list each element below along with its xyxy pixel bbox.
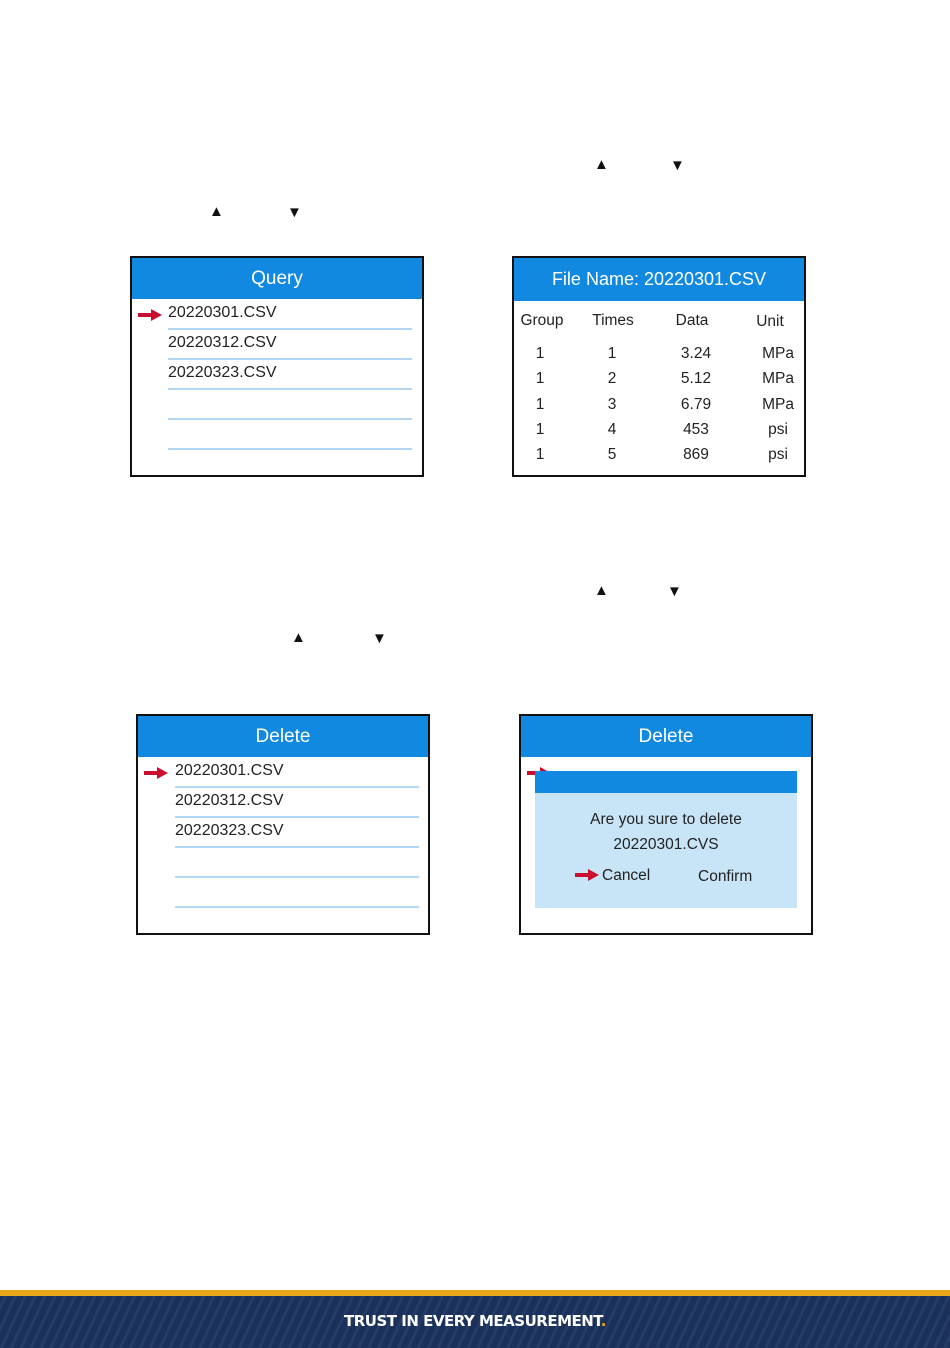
table-cell: 4 (607, 421, 617, 438)
footer-stripe (0, 1290, 950, 1296)
file-list-item[interactable] (168, 300, 412, 330)
up-key-icon: ▲ (594, 582, 609, 599)
down-key-icon: ▼ (670, 157, 685, 174)
column-header: Group (520, 312, 564, 329)
table-cell: 1 (535, 370, 545, 387)
file-contents-screen (512, 256, 806, 477)
down-key-icon: ▼ (372, 630, 387, 647)
file-list-item[interactable] (175, 848, 419, 878)
table-cell: 2 (607, 370, 617, 387)
file-list-item[interactable] (175, 878, 419, 908)
data-table (514, 312, 804, 472)
up-key-icon: ▲ (291, 629, 306, 646)
slogan-dot: . (600, 1312, 606, 1330)
column-header: Data (675, 312, 709, 329)
file-list-item[interactable] (175, 758, 419, 788)
slogan-text: TRUST IN EVERY MEASUREMENT (344, 1312, 601, 1330)
table-cell: MPa (762, 370, 794, 387)
table-cell: 3 (607, 396, 617, 413)
table-cell: 1 (607, 345, 617, 362)
file-name-title: File Name: 20220301.CSV (514, 258, 804, 301)
column-header: Unit (756, 313, 784, 330)
delete-screen (136, 714, 430, 935)
file-name: 20220301.CSV (168, 304, 277, 321)
file-name: 20220323.CSV (175, 822, 284, 839)
file-name: 20220301.CSV (175, 762, 284, 779)
table-cell: 869 (683, 446, 709, 463)
selection-arrow-icon (144, 767, 168, 779)
footer-slogan (0, 1312, 950, 1330)
file-list-item[interactable] (168, 420, 412, 450)
divider (168, 448, 412, 450)
delete-confirm-title: Delete (521, 716, 811, 757)
file-name: 20220312.CSV (168, 334, 277, 351)
table-cell: MPa (762, 345, 794, 362)
selection-arrow-icon (575, 869, 599, 881)
delete-screen-title: Delete (138, 716, 428, 757)
dialog-message: Are you sure to delete (590, 811, 742, 828)
down-key-icon: ▼ (667, 583, 682, 600)
table-cell: psi (768, 446, 788, 463)
table-cell: 3.24 (680, 345, 712, 362)
table-cell: 5.12 (680, 370, 712, 387)
dialog-filename: 20220301.CVS (613, 836, 719, 853)
table-cell: 6.79 (680, 396, 712, 413)
file-list-item[interactable] (168, 390, 412, 420)
query-screen (130, 256, 424, 477)
file-list-item[interactable] (168, 360, 412, 390)
file-name: 20220312.CSV (175, 792, 284, 809)
table-cell: 1 (535, 446, 545, 463)
delete-confirm-screen (519, 714, 813, 935)
up-key-icon: ▲ (594, 156, 609, 173)
table-cell: MPa (762, 396, 794, 413)
table-cell: 453 (683, 421, 709, 438)
column-header: Times (592, 312, 634, 329)
selection-arrow-icon (138, 309, 162, 321)
table-cell: 1 (535, 345, 545, 362)
file-list-item[interactable] (175, 788, 419, 818)
table-cell: psi (768, 421, 788, 438)
cancel-button[interactable]: Cancel (602, 867, 651, 884)
dialog-title-bar (535, 771, 797, 793)
divider (175, 906, 419, 908)
table-cell: 1 (535, 421, 545, 438)
table-cell: 1 (535, 396, 545, 413)
file-list-item[interactable] (168, 330, 412, 360)
query-screen-title: Query (132, 258, 422, 299)
footer-banner (0, 1290, 950, 1348)
confirm-dialog (535, 771, 797, 908)
file-list-item[interactable] (175, 818, 419, 848)
confirm-button[interactable]: Confirm (698, 868, 753, 885)
file-name: 20220323.CSV (168, 364, 277, 381)
down-key-icon: ▼ (287, 204, 302, 221)
up-key-icon: ▲ (209, 203, 224, 220)
table-cell: 5 (607, 446, 617, 463)
